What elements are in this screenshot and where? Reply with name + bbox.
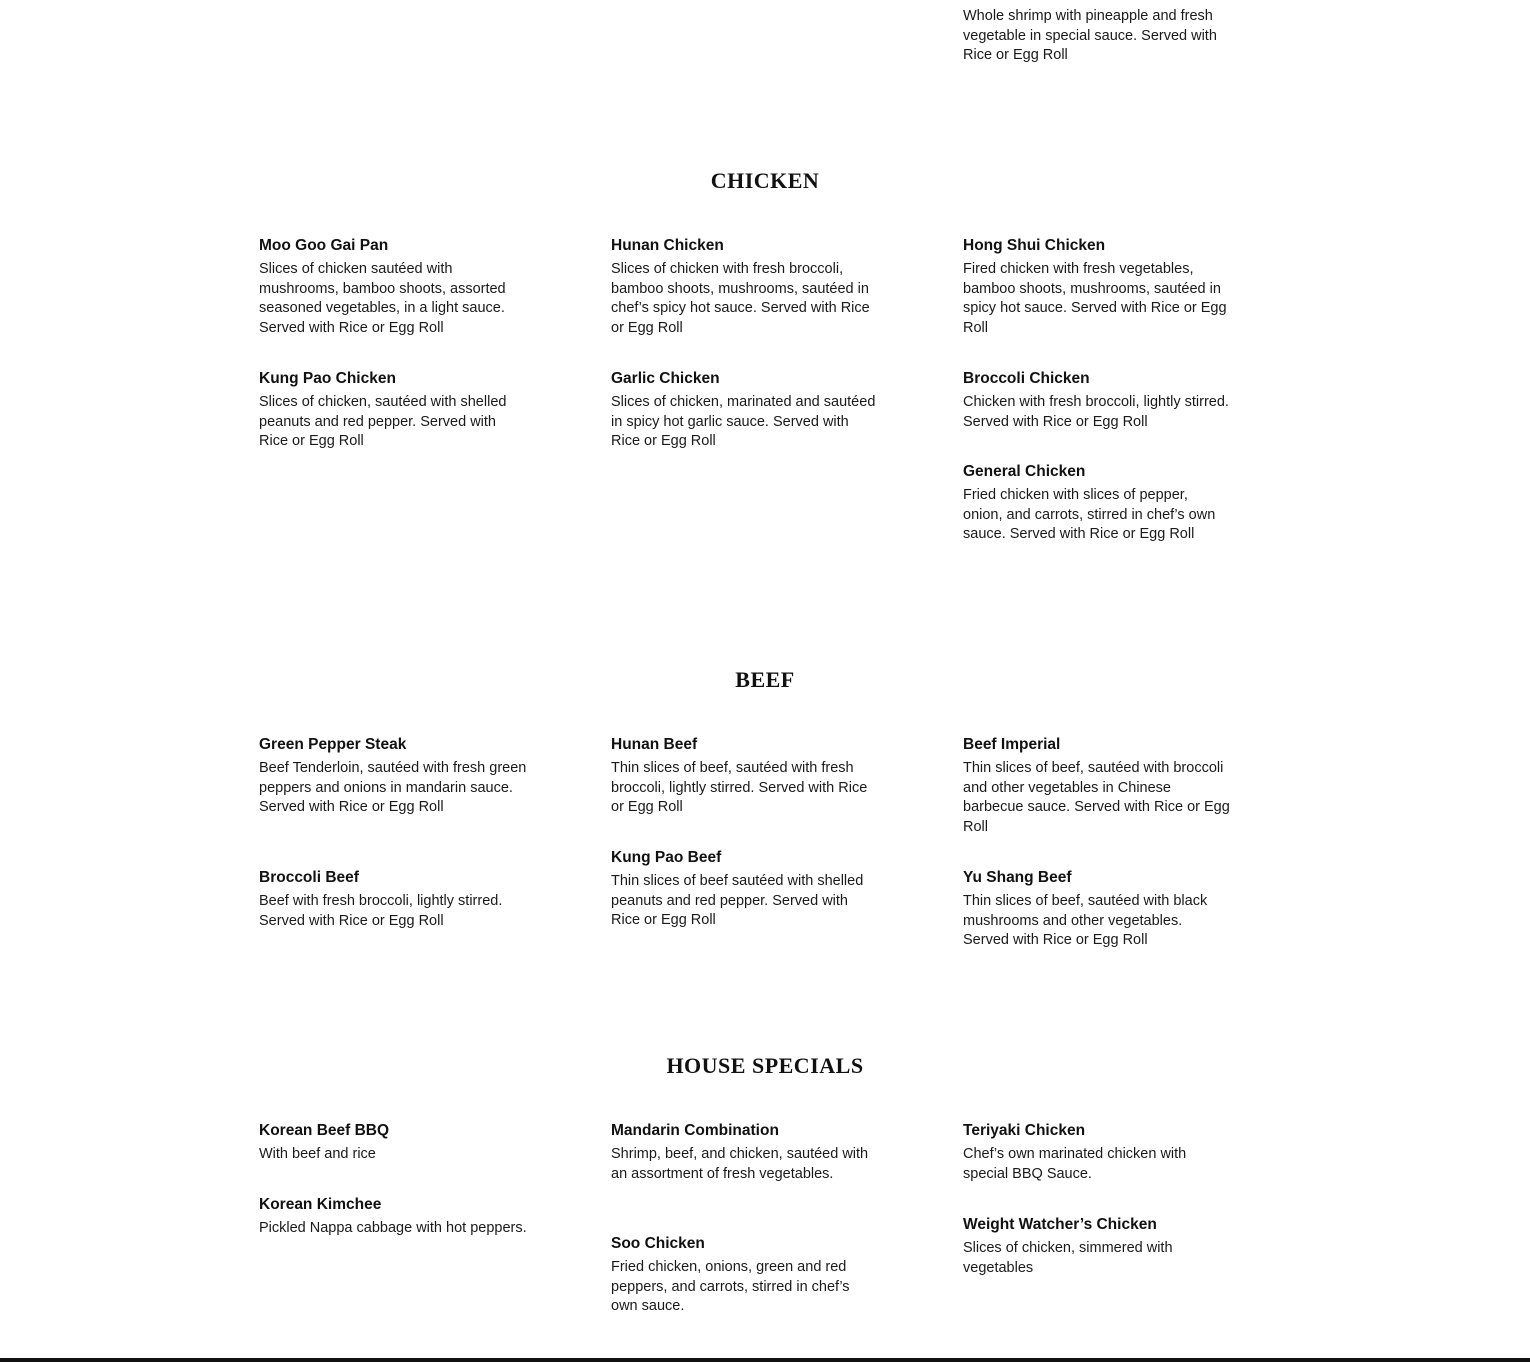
- menu-item-name: Korean Beef BBQ: [259, 1122, 390, 1139]
- menu-item-name: General Chicken: [963, 463, 1086, 480]
- section-title-house-specials: HOUSE SPECIALS: [666, 1053, 864, 1078]
- menu-item: [963, 1121, 1231, 1184]
- menu-item: [259, 735, 527, 818]
- menu-item-description: Slices of chicken, sautéed with shelled peanuts and red pepper. Served with Rice or Egg Roll: [259, 394, 507, 450]
- menu-item-name: Teriyaki Chicken: [963, 1122, 1086, 1139]
- menu-item-description: Thin slices of beef, sautéed with broccoli and other vegetables in Chinese barbecue sauce. Served with Rice or Egg Roll: [963, 760, 1230, 835]
- footer-divider: [0, 1358, 1530, 1362]
- menu-item-name: Weight Watcher’s Chicken: [963, 1216, 1157, 1233]
- menu-item-description: Slices of chicken, marinated and sautéed in spicy hot garlic sauce. Served with Rice or Egg Roll: [611, 394, 876, 450]
- menu-item-description: Shrimp, beef, and chicken, sautéed with an assortment of fresh vegetables.: [611, 1146, 869, 1182]
- menu-item-partial: [963, 7, 1231, 66]
- menu-item-description: Thin slices of beef sautéed with shelled peanuts and red pepper. Served with Rice or Egg Roll: [611, 873, 864, 929]
- menu-item: [259, 369, 527, 452]
- menu-item: [963, 236, 1231, 338]
- menu-item-name: Soo Chicken: [611, 1235, 705, 1252]
- menu-item-name: Garlic Chicken: [611, 370, 720, 387]
- menu-item-description: Fried chicken with slices of pepper, onion, and carrots, stirred in chef’s own sauce. Served with Rice or Egg Roll: [963, 487, 1216, 543]
- menu-item-name: Green Pepper Steak: [259, 736, 407, 753]
- menu-item-description: With beef and rice: [259, 1146, 376, 1162]
- menu-item: [611, 735, 879, 818]
- menu-item-description: Slices of chicken, simmered with vegetables: [963, 1240, 1173, 1276]
- menu-item: [963, 462, 1231, 545]
- menu-item-name: Moo Goo Gai Pan: [259, 237, 389, 254]
- menu-item-description: Pickled Nappa cabbage with hot peppers.: [259, 1220, 527, 1236]
- section-title-beef: BEEF: [735, 667, 795, 692]
- menu-item-name: Hunan Chicken: [611, 237, 724, 254]
- menu-item-description: Chicken with fresh broccoli, lightly stirred. Served with Rice or Egg Roll: [963, 394, 1229, 430]
- menu-item-name: Yu Shang Beef: [963, 869, 1072, 886]
- menu-item: [963, 1215, 1231, 1278]
- menu-item-name: Mandarin Combination: [611, 1122, 779, 1139]
- menu-item-description: Chef’s own marinated chicken with special BBQ Sauce.: [963, 1146, 1187, 1182]
- menu-item-name: Broccoli Chicken: [963, 370, 1090, 387]
- menu-item: [611, 848, 879, 931]
- menu-item-description: Fired chicken with fresh vegetables, bamboo shoots, mushrooms, sautéed in spicy hot sauce. Served with Rice or Egg Roll: [963, 261, 1227, 336]
- menu-item-name: Hunan Beef: [611, 736, 698, 753]
- menu-item-description: Slices of chicken with fresh broccoli, bamboo shoots, mushrooms, sautéed in chef’s spicy hot sauce. Served with Rice or Egg Roll: [611, 261, 870, 336]
- menu-item-description: Thin slices of beef, sautéed with black mushrooms and other vegetables. Served with Rice or Egg Roll: [963, 893, 1208, 949]
- menu-item-name: Broccoli Beef: [259, 869, 359, 886]
- menu-item: [259, 236, 527, 338]
- menu-item-name: Beef Imperial: [963, 736, 1061, 753]
- menu-item: [963, 369, 1231, 432]
- menu-item-name: Kung Pao Chicken: [259, 370, 396, 387]
- menu-item: [611, 236, 879, 338]
- menu-item-description: Thin slices of beef, sautéed with fresh broccoli, lightly stirred. Served with Rice or Egg Roll: [611, 760, 868, 816]
- menu-item: [259, 868, 527, 931]
- menu-item: [611, 369, 879, 452]
- menu-item-name: Kung Pao Beef: [611, 849, 722, 866]
- menu-item-name: Korean Kimchee: [259, 1196, 382, 1213]
- menu-item-name: Hong Shui Chicken: [963, 237, 1106, 254]
- menu-item: [259, 1121, 527, 1165]
- menu-item: [963, 735, 1231, 837]
- section-title-chicken: CHICKEN: [710, 168, 820, 193]
- menu-item-description: Whole shrimp with pineapple and fresh vegetable in special sauce. Served with Rice or Egg Roll: [963, 8, 1217, 64]
- menu-item: [611, 1234, 879, 1317]
- menu-item-description: Fried chicken, onions, green and red peppers, and carrots, stirred in chef’s own sauce.: [611, 1259, 850, 1315]
- menu-item-description: Beef with fresh broccoli, lightly stirred. Served with Rice or Egg Roll: [259, 893, 503, 929]
- menu-item: [963, 868, 1231, 951]
- menu-item: [259, 1195, 527, 1239]
- menu-item-description: Beef Tenderloin, sautéed with fresh green peppers and onions in mandarin sauce. Served with Rice or Egg Roll: [259, 760, 527, 816]
- menu-item-description: Slices of chicken sautéed with mushrooms, bamboo shoots, assorted seasoned vegetables, in a light sauce. Served with Rice or Egg Roll: [259, 261, 506, 336]
- menu-item: [611, 1121, 879, 1184]
